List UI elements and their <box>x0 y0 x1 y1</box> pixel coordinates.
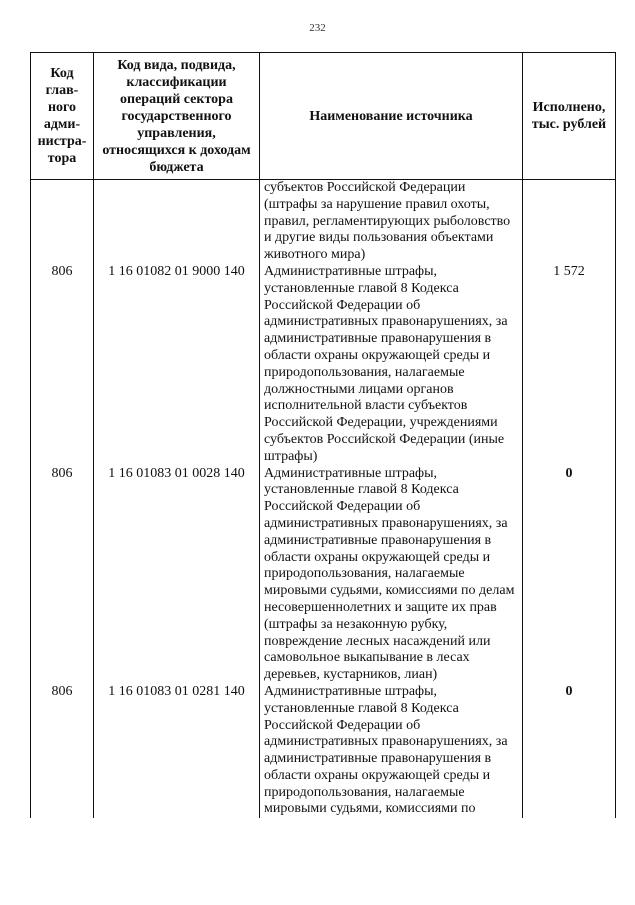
cell-amount: 1 572 <box>523 264 616 466</box>
cell-admin: 806 <box>31 466 94 684</box>
table-row <box>31 264 616 466</box>
header-executed: Исполнено, тыс. рублей <box>523 53 616 180</box>
cell-name: Административные штрафы, установленные главой 8 Кодекса Российской Федерации об административных правонарушениях, за административные правонарушения в области охраны окружающей среды и природопользования, налагаемые мировыми судьями, комиссиями по <box>260 684 523 818</box>
cell-name: Административные штрафы, установленные главой 8 Кодекса Российской Федерации об административных правонарушениях, за административные правонарушения в области охраны окружающей среды и природопользования, налагаемые мировыми судьями, комиссиями по делам несовершеннолетних и защите их прав (штрафы за незаконную рубку, повреждение лесных насаждений или самовольное выкапывание в лесах деревьев, кустарников, лиан) <box>260 466 523 684</box>
cell-admin <box>31 180 94 264</box>
table-row <box>31 684 616 818</box>
revenue-table <box>30 52 616 818</box>
cell-admin: 806 <box>31 684 94 818</box>
cell-name: Административные штрафы, установленные главой 8 Кодекса Российской Федерации об административных правонарушениях, за административные правонарушения в области охраны окружающей среды и природопользования, налагаемые должностными лицами органов исполнительной власти субъектов Российской Федерации, учреждениями субъектов Российской Федерации (иные штрафы) <box>260 264 523 466</box>
table-row-continuation <box>31 180 616 264</box>
cell-code: 1 16 01082 01 9000 140 <box>94 264 260 466</box>
cell-name: субъектов Российской Федерации (штрафы за нарушение правил охоты, правил, регламентирующих рыболовство и другие виды пользования объектами животного мира) <box>260 180 523 264</box>
cell-amount: 0 <box>523 684 616 818</box>
cell-code: 1 16 01083 01 0281 140 <box>94 684 260 818</box>
header-budget-code: Код вида, подвида, классификации операций сектора государственного управления, относящихся к доходам бюджета <box>94 53 260 180</box>
header-admin-code: Код глав-ного адми-нистра-тора <box>31 53 94 180</box>
header-source-name: Наименование источника <box>260 53 523 180</box>
cell-amount: 0 <box>523 466 616 684</box>
table-row <box>31 466 616 684</box>
cell-code: 1 16 01083 01 0028 140 <box>94 466 260 684</box>
table-header <box>31 53 616 180</box>
cell-amount <box>523 180 616 264</box>
cell-code <box>94 180 260 264</box>
cell-admin: 806 <box>31 264 94 466</box>
page-number: 232 <box>309 22 326 34</box>
table-body <box>31 180 616 819</box>
